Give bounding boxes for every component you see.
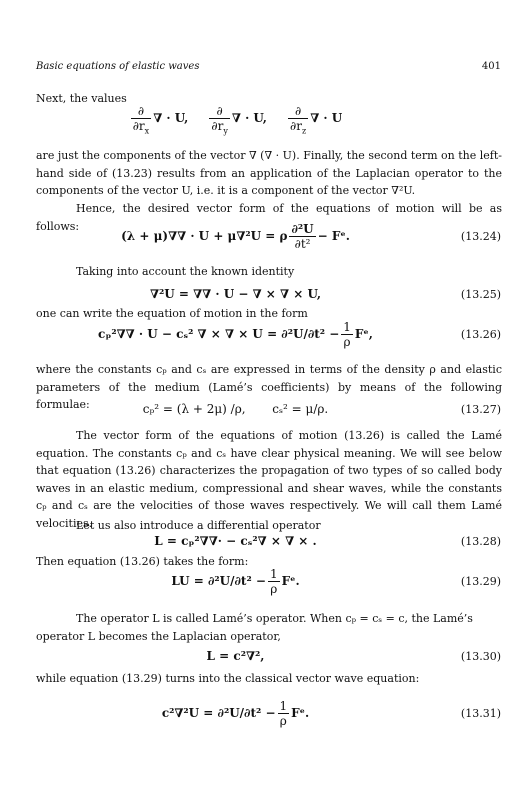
- equation-derivative-values: $\frac{\partial}{\partial r_x}$ ∇ · U, $\frac{\partial}{\partial r_y}$ ∇ · U, $\frac{\partial}{\partial r_z}$ ∇ · U: [132, 104, 343, 136]
- equation-13-31: c²∇²U = ∂²U/∂t² − $\frac{1}{\rho}$ Fᵉ. (13.31): [161, 699, 501, 728]
- equation-13-27: cₚ² = (λ + 2μ) /ρ, cₛ² = μ/ρ. (13.27): [142, 402, 501, 416]
- paragraph-lame-operator-a: The operator L is called Lamé’s operator. When cₚ = cₛ = c, the Lamé’s: [76, 612, 473, 625]
- equation-number-13-27: (13.27): [460, 403, 501, 416]
- paragraph-next-values: Next, the values: [36, 92, 127, 105]
- equation-13-24: (λ + μ)∇∇ · U + μ∇²U = ρ $\frac{\text{∂²U}}{\text{∂t²}}$ − Fᵉ. (13.24): [121, 222, 501, 251]
- equation-number-13-30: (13.30): [460, 650, 501, 663]
- paragraph-vector-form: Hence, the desired vector form of the equations of motion will be as follows:: [36, 202, 502, 233]
- page-number: 401: [481, 61, 501, 72]
- paragraph-wave-equation: while equation (13.29) turns into the classical vector wave equation:: [36, 672, 420, 685]
- paragraph-motion-form: one can write the equation of motion in the form: [36, 307, 308, 320]
- equation-13-28: L = cₚ²∇∇· − cₛ²∇ × ∇ × . (13.28): [154, 534, 501, 548]
- equation-13-25: ∇²U = ∇∇ · U − ∇ × ∇ × U, (13.25): [149, 287, 501, 301]
- paragraph-operator-intro: Let us also introduce a differential operator: [76, 519, 321, 532]
- equation-13-26: cₚ²∇∇ · U − cₛ² ∇ × ∇ × U = ∂²U/∂t² − $\frac{1}{\rho}$ Fᵉ, (13.26): [98, 320, 501, 349]
- paragraph-identity: Taking into account the known identity: [76, 265, 295, 278]
- fraction-z: $\frac{\partial}{\partial r_z}$: [290, 104, 307, 136]
- equation-number-13-24: (13.24): [460, 230, 501, 243]
- equation-number-13-26: (13.26): [460, 328, 501, 341]
- paragraph-lame-equation: The vector form of the equations of motion (13.26) is called the Lamé equation. The constants cₚ and cₛ have clear physical meaning. We will see below that equation (13.26) characterizes the propagation of two types of so called body waves in an elastic medium, compressional and shear waves, while the constants cₚ and cₛ are the velocities of those waves respectively. We will call them Lamé velocities.: [36, 429, 502, 530]
- paragraph-lame-operator-b: operator L becomes the Laplacian operator,: [36, 630, 281, 643]
- equation-number-13-29: (13.29): [460, 575, 501, 588]
- fraction-x: $\frac{\partial}{\partial r_x}$: [132, 104, 150, 136]
- paragraph-constants: where the constants cₚ and cₛ are expressed in terms of the density ρ and elastic parameters of the medium (Lamé’s coefficients) by means of the following formulae:: [36, 363, 502, 411]
- equation-number-13-28: (13.28): [460, 535, 501, 548]
- running-header: [36, 61, 501, 75]
- equation-13-30: L = c²∇², (13.30): [206, 649, 501, 663]
- equation-13-29: LU = ∂²U/∂t² − $\frac{1}{\rho}$ Fᵉ. (13.29): [171, 567, 501, 596]
- paragraph-components: are just the components of the vector ∇ (∇ · U). Finally, the second term on the left-hand side of (13.23) results from an application of the Laplacian operator to the components of the vector U, i.e. it is a component of the vector ∇²U.: [36, 149, 502, 197]
- paragraph-takes-form: Then equation (13.26) takes the form:: [36, 555, 249, 568]
- equation-number-13-25: (13.25): [460, 288, 501, 301]
- fraction-y: $\frac{\partial}{\partial r_y}$: [211, 104, 228, 136]
- running-title: Basic equations of elastic waves: [36, 61, 200, 72]
- equation-number-13-31: (13.31): [460, 707, 501, 720]
